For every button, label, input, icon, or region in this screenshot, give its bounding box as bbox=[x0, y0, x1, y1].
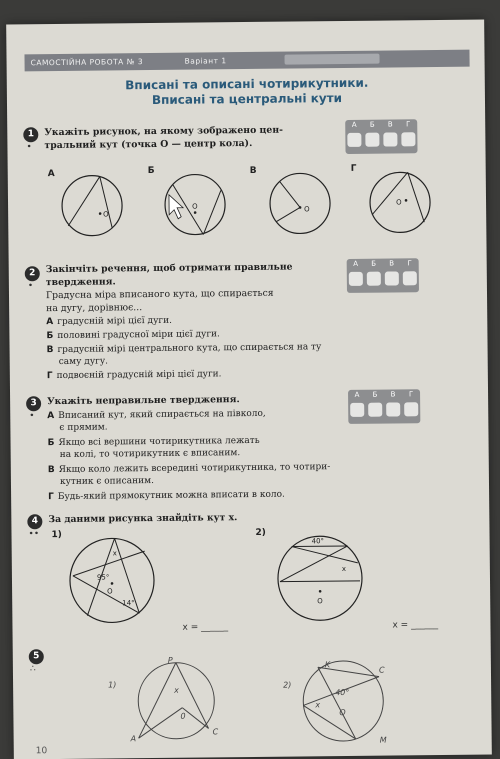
title-line-1: Вписані та описані чотирикутники. bbox=[125, 75, 369, 93]
task-4-fig-2-label: 2) bbox=[255, 527, 266, 538]
task-2-option-v[interactable]: В градусній мірі центрального кута, що спирається на ту саму дугу. bbox=[46, 342, 322, 367]
handwritten-figure-1 bbox=[108, 652, 229, 743]
task-2-option-g[interactable]: Г подвоєній градусній мірі цієї дуги. bbox=[46, 369, 222, 382]
svg-text:40°: 40° bbox=[335, 687, 350, 698]
figure-label-v: В bbox=[249, 165, 257, 176]
task-4-number: 4 bbox=[27, 514, 42, 529]
answer-cell-b[interactable] bbox=[368, 403, 382, 417]
svg-text:0: 0 bbox=[180, 711, 186, 721]
task-4-fig-2-answer[interactable]: x = ______ bbox=[392, 620, 439, 631]
header-caption: САМОСТІЙНА РОБОТА № 3 bbox=[30, 57, 144, 68]
task-5-number: 5 bbox=[29, 649, 44, 664]
svg-text:O: O bbox=[304, 205, 310, 214]
task-4-difficulty-dots: •• bbox=[28, 529, 40, 540]
svg-text:O: O bbox=[192, 202, 198, 211]
worksheet-page bbox=[6, 20, 492, 759]
task-4-fig-1-answer[interactable]: x = ______ bbox=[182, 622, 229, 633]
svg-text:x: x bbox=[112, 549, 117, 558]
task-4-figure-2 bbox=[272, 533, 369, 624]
svg-text:A: A bbox=[130, 734, 137, 744]
answer-cell-v[interactable] bbox=[385, 271, 399, 285]
task-1-answer-box: А Б В Г bbox=[345, 119, 417, 154]
task-4-figure-1 bbox=[67, 535, 158, 626]
task-3-option-a[interactable]: А Вписаний кут, який спирається на півколо, є прямим. bbox=[47, 408, 266, 433]
handwritten-figure-2 bbox=[283, 648, 404, 744]
task-4-text: За даними рисунка знайдіть кут x. bbox=[48, 512, 238, 526]
task-3-option-g[interactable]: Г Будь-який прямокутник можна вписати в коло. bbox=[48, 489, 285, 503]
svg-text:O: O bbox=[317, 597, 323, 606]
task-2-answer-box: А Б В Г bbox=[347, 258, 419, 293]
svg-text:K: K bbox=[324, 660, 331, 670]
figure-a bbox=[60, 173, 125, 238]
answer-cell-b[interactable] bbox=[365, 133, 379, 147]
task-3-option-v[interactable]: В Якщо коло лежить всередині чотирикутника, то чотири- кутник є описаним. bbox=[47, 462, 331, 487]
svg-text:40°: 40° bbox=[311, 537, 325, 546]
svg-text:2): 2) bbox=[283, 680, 292, 690]
svg-text:14°: 14° bbox=[122, 599, 135, 608]
page-number: 10 bbox=[35, 746, 48, 757]
answer-cell-v[interactable] bbox=[386, 402, 400, 416]
answer-cell-a[interactable] bbox=[347, 133, 361, 147]
header-name-box bbox=[284, 54, 379, 65]
task-3-difficulty-dots: • bbox=[29, 411, 35, 422]
task-3-number: 3 bbox=[26, 396, 41, 411]
task-2-text: Закінчіть речення, щоб отримати правильне твердження. bbox=[45, 261, 293, 288]
title-line-2: Вписані та центральні кути bbox=[151, 91, 343, 108]
answer-cell-g[interactable] bbox=[404, 402, 418, 416]
header-bar bbox=[24, 50, 469, 72]
svg-text:O: O bbox=[103, 210, 109, 219]
figure-label-b: Б bbox=[147, 165, 155, 177]
task-1-text: Укажіть рисунок, на якому зображено цен- тральний кут (точка O — центр кола). bbox=[44, 124, 284, 151]
svg-text:1): 1) bbox=[108, 680, 117, 690]
task-1-number: 1 bbox=[23, 127, 38, 142]
task-1-difficulty-dots: • bbox=[26, 142, 32, 153]
answer-cell-g[interactable] bbox=[401, 132, 415, 146]
svg-text:x: x bbox=[174, 685, 179, 695]
svg-text:O: O bbox=[107, 587, 113, 596]
answer-cell-a[interactable] bbox=[349, 272, 363, 286]
answer-cell-a[interactable] bbox=[350, 403, 364, 417]
svg-text:95°: 95° bbox=[96, 573, 110, 582]
task-2-option-b[interactable]: Б половині градусної міри цієї дуги. bbox=[46, 329, 220, 342]
svg-text:C: C bbox=[378, 665, 385, 675]
task-3-answer-box: А Б В Г bbox=[348, 389, 420, 424]
task-2-option-a[interactable]: А градусній мірі цієї дуги. bbox=[46, 315, 173, 328]
answer-cell-g[interactable] bbox=[403, 271, 417, 285]
task-3-text: Укажіть неправильне твердження. bbox=[47, 394, 240, 408]
answer-cell-b[interactable] bbox=[367, 272, 381, 286]
figure-v bbox=[268, 171, 333, 236]
task-5-difficulty-dots: ∴ bbox=[29, 664, 36, 675]
svg-text:x: x bbox=[341, 564, 347, 574]
task-4-fig-1-label: 1) bbox=[51, 529, 62, 541]
figure-g bbox=[368, 170, 433, 235]
task-2-stem: Градусна міра вписаного кута, що спирається на дугу, дорівнює... bbox=[45, 287, 274, 314]
svg-text:P: P bbox=[167, 655, 173, 665]
svg-text:C: C bbox=[212, 727, 219, 737]
svg-text:M: M bbox=[379, 735, 387, 745]
answer-cell-v[interactable] bbox=[383, 132, 397, 146]
figure-b bbox=[163, 172, 228, 237]
task-2-difficulty-dots: • bbox=[27, 281, 34, 292]
figure-label-g: Г bbox=[350, 163, 357, 174]
svg-text:O: O bbox=[396, 198, 402, 207]
svg-text:O: O bbox=[339, 708, 346, 718]
svg-text:x: x bbox=[315, 700, 321, 710]
header-variant: Варіант 1 bbox=[184, 56, 227, 66]
page-title bbox=[67, 75, 427, 109]
figure-label-a: А bbox=[47, 169, 55, 180]
task-3-option-b[interactable]: Б Якщо всі вершини чотирикутника лежать на колі, то чотирикутник є вписаним. bbox=[47, 435, 260, 460]
task-2-number: 2 bbox=[25, 266, 40, 281]
